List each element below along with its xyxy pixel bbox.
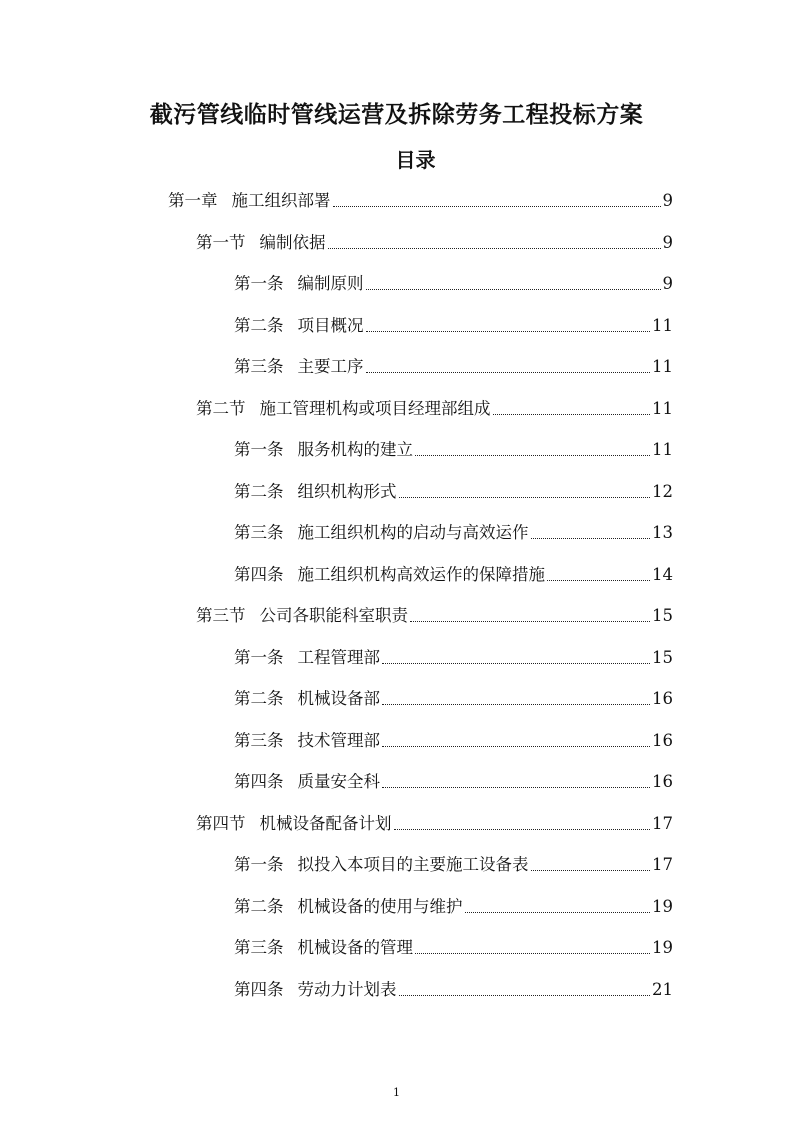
toc-entry-number: 第三条	[234, 357, 284, 376]
toc-dot-leader	[366, 288, 661, 290]
toc-entry[interactable]	[234, 641, 673, 669]
toc-dot-leader	[465, 911, 651, 913]
toc-entry-title: 工程管理部	[297, 647, 380, 667]
toc-entry-title: 质量安全科	[297, 772, 380, 791]
toc-entry-title: 机械设备部	[297, 689, 380, 708]
toc-entry-page: 11	[652, 440, 673, 459]
toc-entry-title: 服务机构的建立	[297, 440, 413, 459]
toc-entry[interactable]	[234, 433, 673, 461]
toc-entry-page: 11	[652, 315, 673, 335]
toc-entry-page: 9	[662, 191, 673, 210]
toc-entry-page: 11	[652, 357, 673, 376]
toc-entry[interactable]	[234, 350, 673, 378]
toc-entry[interactable]	[234, 973, 673, 1001]
toc-entry-number: 第一条	[234, 647, 284, 667]
toc-entry-number: 第二条	[234, 689, 284, 708]
toc-entry-number: 第二条	[234, 896, 284, 916]
toc-entry-number: 第二条	[234, 481, 284, 501]
toc-dot-leader	[382, 786, 650, 788]
toc-entry-page: 11	[652, 398, 673, 418]
toc-dot-leader	[382, 703, 650, 705]
toc-entry-number: 第一条	[234, 440, 284, 459]
toc-entry-title: 施工组织机构的启动与高效运作	[297, 523, 529, 542]
toc-entry[interactable]	[234, 516, 673, 544]
toc-dot-leader	[531, 537, 651, 539]
toc-entry-title: 施工组织部署	[231, 191, 331, 210]
toc-dot-leader	[328, 247, 661, 249]
toc-entry-page: 9	[662, 274, 673, 293]
toc-dot-leader	[410, 620, 650, 622]
toc-entry-page: 19	[652, 896, 673, 916]
toc-dot-leader	[366, 330, 651, 332]
toc-dot-leader	[531, 869, 651, 871]
toc-entry-title: 施工管理机构或项目经理部组成	[259, 398, 491, 418]
toc-entry-title: 编制原则	[297, 274, 364, 293]
toc-entry-number: 第一节	[196, 232, 246, 252]
toc-entry-title: 劳动力计划表	[297, 979, 397, 999]
toc-dot-leader	[547, 579, 650, 581]
toc-entry[interactable]	[234, 848, 673, 876]
toc-dot-leader	[333, 205, 661, 207]
toc-entry-page: 9	[662, 232, 673, 252]
toc-heading: 目录	[395, 148, 436, 172]
toc-entry-page: 17	[652, 855, 673, 874]
toc-entry[interactable]	[234, 931, 673, 959]
toc-entry-page: 16	[652, 772, 673, 791]
toc-entry-title: 项目概况	[297, 315, 364, 335]
toc-dot-leader	[366, 371, 651, 373]
toc-entry[interactable]	[196, 226, 673, 254]
toc-entry-number: 第四条	[234, 564, 284, 584]
toc-entry-title: 编制依据	[259, 232, 326, 252]
toc-entry-title: 主要工序	[297, 357, 364, 376]
toc-entry-title: 机械设备的使用与维护	[297, 896, 463, 916]
toc-entry[interactable]	[234, 765, 673, 793]
toc-entry-page: 13	[652, 523, 673, 542]
toc-entry-title: 公司各职能科室职责	[259, 606, 408, 625]
toc-dot-leader	[399, 994, 651, 996]
toc-entry-page: 21	[652, 979, 673, 999]
toc-entry-title: 机械设备的管理	[297, 938, 413, 957]
page-number: 1	[393, 1086, 400, 1099]
toc-entry[interactable]	[168, 184, 673, 212]
toc-dot-leader	[415, 454, 650, 456]
toc-entry[interactable]	[234, 558, 673, 586]
toc-entry-title: 施工组织机构高效运作的保障措施	[297, 564, 545, 584]
toc-entry-number: 第三条	[234, 730, 284, 750]
toc-entry-page: 19	[652, 938, 673, 957]
toc-entry-number: 第三条	[234, 938, 284, 957]
toc-entry[interactable]	[234, 267, 673, 295]
toc-entry-number: 第一条	[234, 855, 284, 874]
toc-entry-title: 技术管理部	[297, 730, 380, 750]
toc-entry[interactable]	[234, 724, 673, 752]
toc-entry-title: 拟投入本项目的主要施工设备表	[297, 855, 529, 874]
toc-entry-number: 第四节	[196, 813, 246, 833]
toc-entry-page: 12	[652, 481, 673, 501]
document-title: 截污管线临时管线运营及拆除劳务工程投标方案	[149, 102, 644, 128]
toc-entry-number: 第三条	[234, 523, 284, 542]
toc-entry-number: 第三节	[196, 606, 246, 625]
toc-entry-number: 第一条	[234, 274, 284, 293]
toc-dot-leader	[399, 496, 651, 498]
toc-entry[interactable]	[234, 309, 673, 337]
toc-entry[interactable]	[196, 807, 673, 835]
toc-entry-title: 组织机构形式	[297, 481, 397, 501]
toc-dot-leader	[394, 828, 651, 830]
toc-dot-leader	[382, 745, 650, 747]
toc-entry-number: 第四条	[234, 772, 284, 791]
toc-dot-leader	[382, 662, 650, 664]
toc-entry-page: 17	[652, 813, 673, 833]
toc-entry[interactable]	[196, 599, 673, 627]
toc-entry[interactable]	[234, 682, 673, 710]
toc-entry-page: 16	[652, 730, 673, 750]
toc-entry-number: 第二条	[234, 315, 284, 335]
toc-entry-page: 16	[652, 689, 673, 708]
toc-entry-page: 15	[652, 606, 673, 625]
toc-dot-leader	[415, 952, 650, 954]
toc-entry-title: 机械设备配备计划	[259, 813, 392, 833]
toc-entry[interactable]	[234, 890, 673, 918]
toc-entry-number: 第一章	[168, 191, 218, 210]
toc-entry-page: 15	[652, 647, 673, 667]
toc-entry[interactable]	[234, 475, 673, 503]
toc-entry-number: 第二节	[196, 398, 246, 418]
toc-entry-number: 第四条	[234, 979, 284, 999]
toc-entry[interactable]	[196, 392, 673, 420]
toc-entry-page: 14	[652, 564, 673, 584]
toc-dot-leader	[493, 413, 651, 415]
